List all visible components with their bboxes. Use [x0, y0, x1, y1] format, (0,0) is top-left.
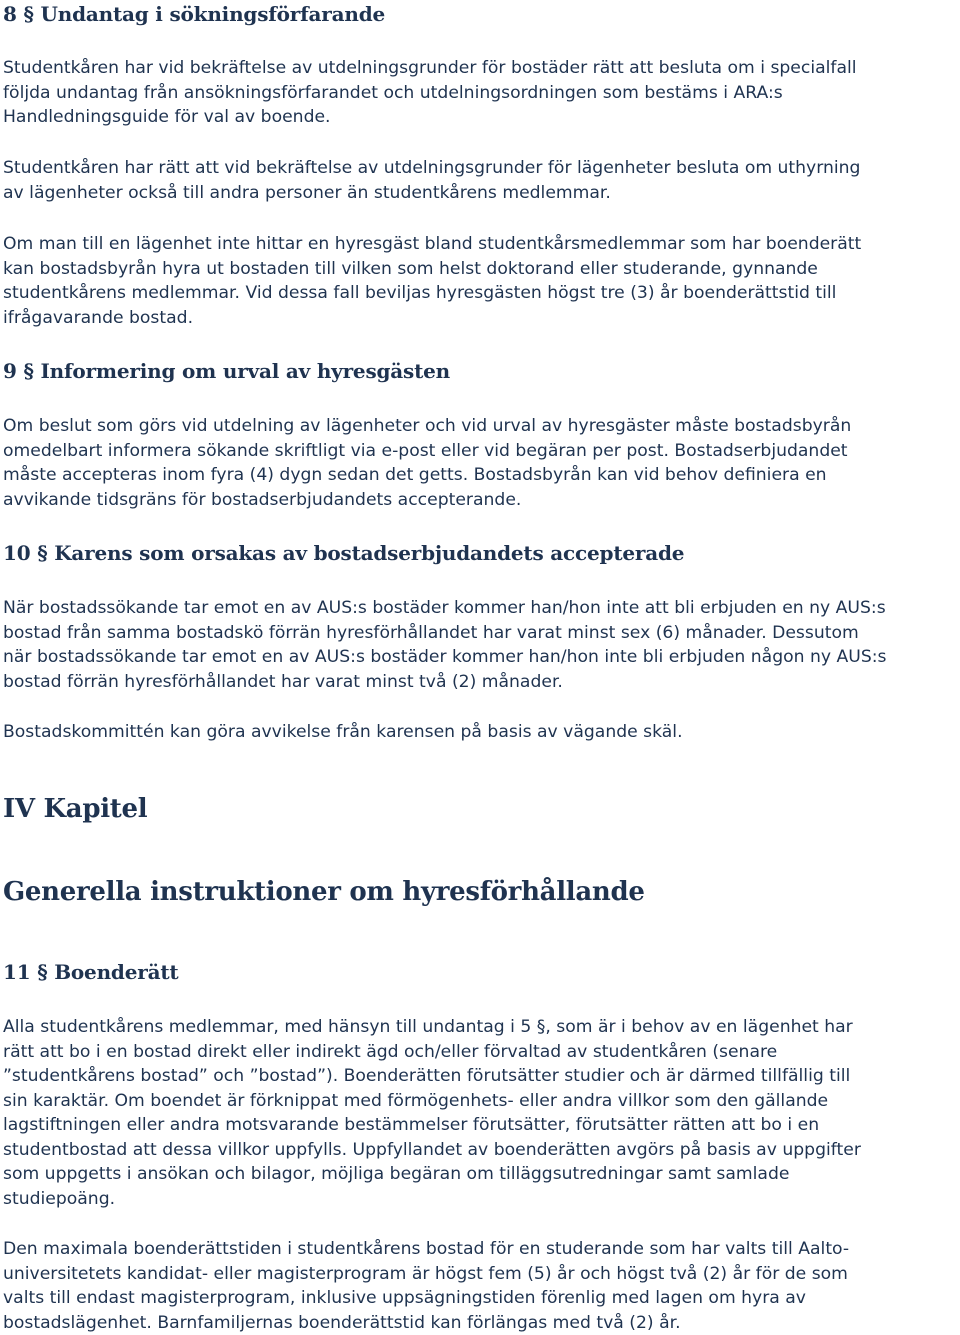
text-line: som uppgetts i ansökan och bilagor, möjliga begäran om tilläggsutredningar samt samlade: [3, 1164, 790, 1184]
text-line: Bostadskommittén kan göra avvikelse från karensen på basis av vägande skäl.: [3, 722, 683, 742]
text-line: Studentkåren har rätt att vid bekräftelse av utdelningsgrunder för lägenheter besluta om uthyrning: [3, 158, 861, 178]
text-line: Handledningsguide för val av boende.: [3, 107, 331, 127]
text-line: Alla studentkårens medlemmar, med hänsyn till undantag i 5 §, som är i behov av en lägenhet har: [3, 1017, 853, 1037]
text-line: studentbostad att dessa villkor uppfylls. Uppfyllandet av boenderätten avgörs på basis av uppgifter: [3, 1139, 861, 1160]
text-line: måste accepteras inom fyra (4) dygn sedan det getts. Bostadsbyrån kan vid behov definiera en: [3, 465, 827, 485]
section-8-paragraph-2: [3, 156, 860, 205]
section-11-paragraph-2: [3, 1237, 849, 1335]
text-line: Studentkåren har vid bekräftelse av utdelningsgrunder för bostäder rätt att besluta om i specialfall: [3, 58, 857, 78]
text-line: valts till endast magisterprogram, inklusive uppsägningstiden förenlig med lagen om hyra av: [3, 1288, 806, 1308]
section-8-paragraph-1: [3, 56, 857, 130]
text-line: rätt att bo i en bostad direkt eller indirekt ägd och/eller förvaltad av studentkåren (senare: [3, 1041, 778, 1062]
chapter-subtitle: Generella instruktioner om hyresförhållande: [3, 877, 645, 907]
text-line: Den maximala boenderättstiden i studentkårens bostad för en studerande som har valts till Aalto-: [3, 1239, 850, 1259]
text-line: bostad förrän hyresförhållandet har varat minst två (2) månader.: [3, 671, 563, 692]
section-8-heading: 8 § Undantag i sökningsförfarande: [3, 2, 386, 26]
text-line: När bostadssökande tar emot en av AUS:s bostäder kommer han/hon inte att bli erbjuden en ny AUS:s: [3, 598, 886, 618]
text-line: avvikande tidsgräns för bostadserbjudandets accepterande.: [3, 489, 522, 510]
text-line: kan bostadsbyrån hyra ut bostaden till vilken som helst doktorand eller studerande, gynnande: [3, 258, 818, 279]
text-line: studiepoäng.: [3, 1188, 116, 1209]
section-10-heading: 10 § Karens som orsakas av bostadserbjudandets accepterade: [3, 541, 685, 565]
chapter-title: IV Kapitel: [3, 794, 148, 824]
text-line: universitetets kandidat- eller magisterprogram är högst fem (5) år och högst två (2) år för de som: [3, 1263, 848, 1284]
text-line: Om beslut som görs vid utdelning av lägenheter och vid urval av hyresgäster måste bostadsbyrån: [3, 416, 852, 436]
text-line: ”studentkårens bostad” och ”bostad”). Boenderätten förutsätter studier och är därmed tillfällig till: [3, 1066, 851, 1086]
section-8-paragraph-3: [3, 232, 861, 330]
text-line: omedelbart informera sökande skriftligt via e-post eller vid begäran per post. Bostadserbjudandet: [3, 440, 848, 461]
section-9-paragraph-1: [3, 414, 851, 512]
text-line: när bostadssökande tar emot en av AUS:s bostäder kommer han/hon inte bli erbjuden någon ny AUS:s: [3, 647, 887, 667]
text-line: Om man till en lägenhet inte hittar en hyresgäst bland studentkårsmedlemmar som har boenderätt: [3, 234, 862, 254]
text-line: sin karaktär. Om boendet är förknippat med förmögenhets- eller andra villkor som den gällande: [3, 1090, 829, 1111]
text-line: bostadslägenhet. Barnfamiljernas boenderättstid kan förlängas med två (2) år.: [3, 1312, 681, 1333]
text-line: av lägenheter också till andra personer än studentkårens medlemmar.: [3, 182, 611, 203]
section-11-paragraph-1: [3, 1015, 861, 1211]
text-line: ifrågavarande bostad.: [3, 307, 194, 328]
text-line: följda undantag från ansökningsförfarandet och utdelningsordningen som bestäms i ARA:s: [3, 82, 783, 103]
section-10-paragraph-2: [3, 720, 683, 745]
text-line: studentkårens medlemmar. Vid dessa fall beviljas hyresgästen högst tre (3) år boenderättstid till: [3, 283, 837, 303]
section-11-heading: 11 § Boenderätt: [3, 960, 179, 984]
text-line: bostad från samma bostadskö förrän hyresförhållandet har varat minst sex (6) månader. Dessutom: [3, 622, 859, 643]
section-10-paragraph-1: [3, 596, 887, 694]
section-9-heading: 9 § Informering om urval av hyresgästen: [3, 359, 451, 383]
text-line: lagstiftningen eller andra motsvarande bestämmelser förutsätter, förutsätter rätten att bo i en: [3, 1115, 820, 1135]
